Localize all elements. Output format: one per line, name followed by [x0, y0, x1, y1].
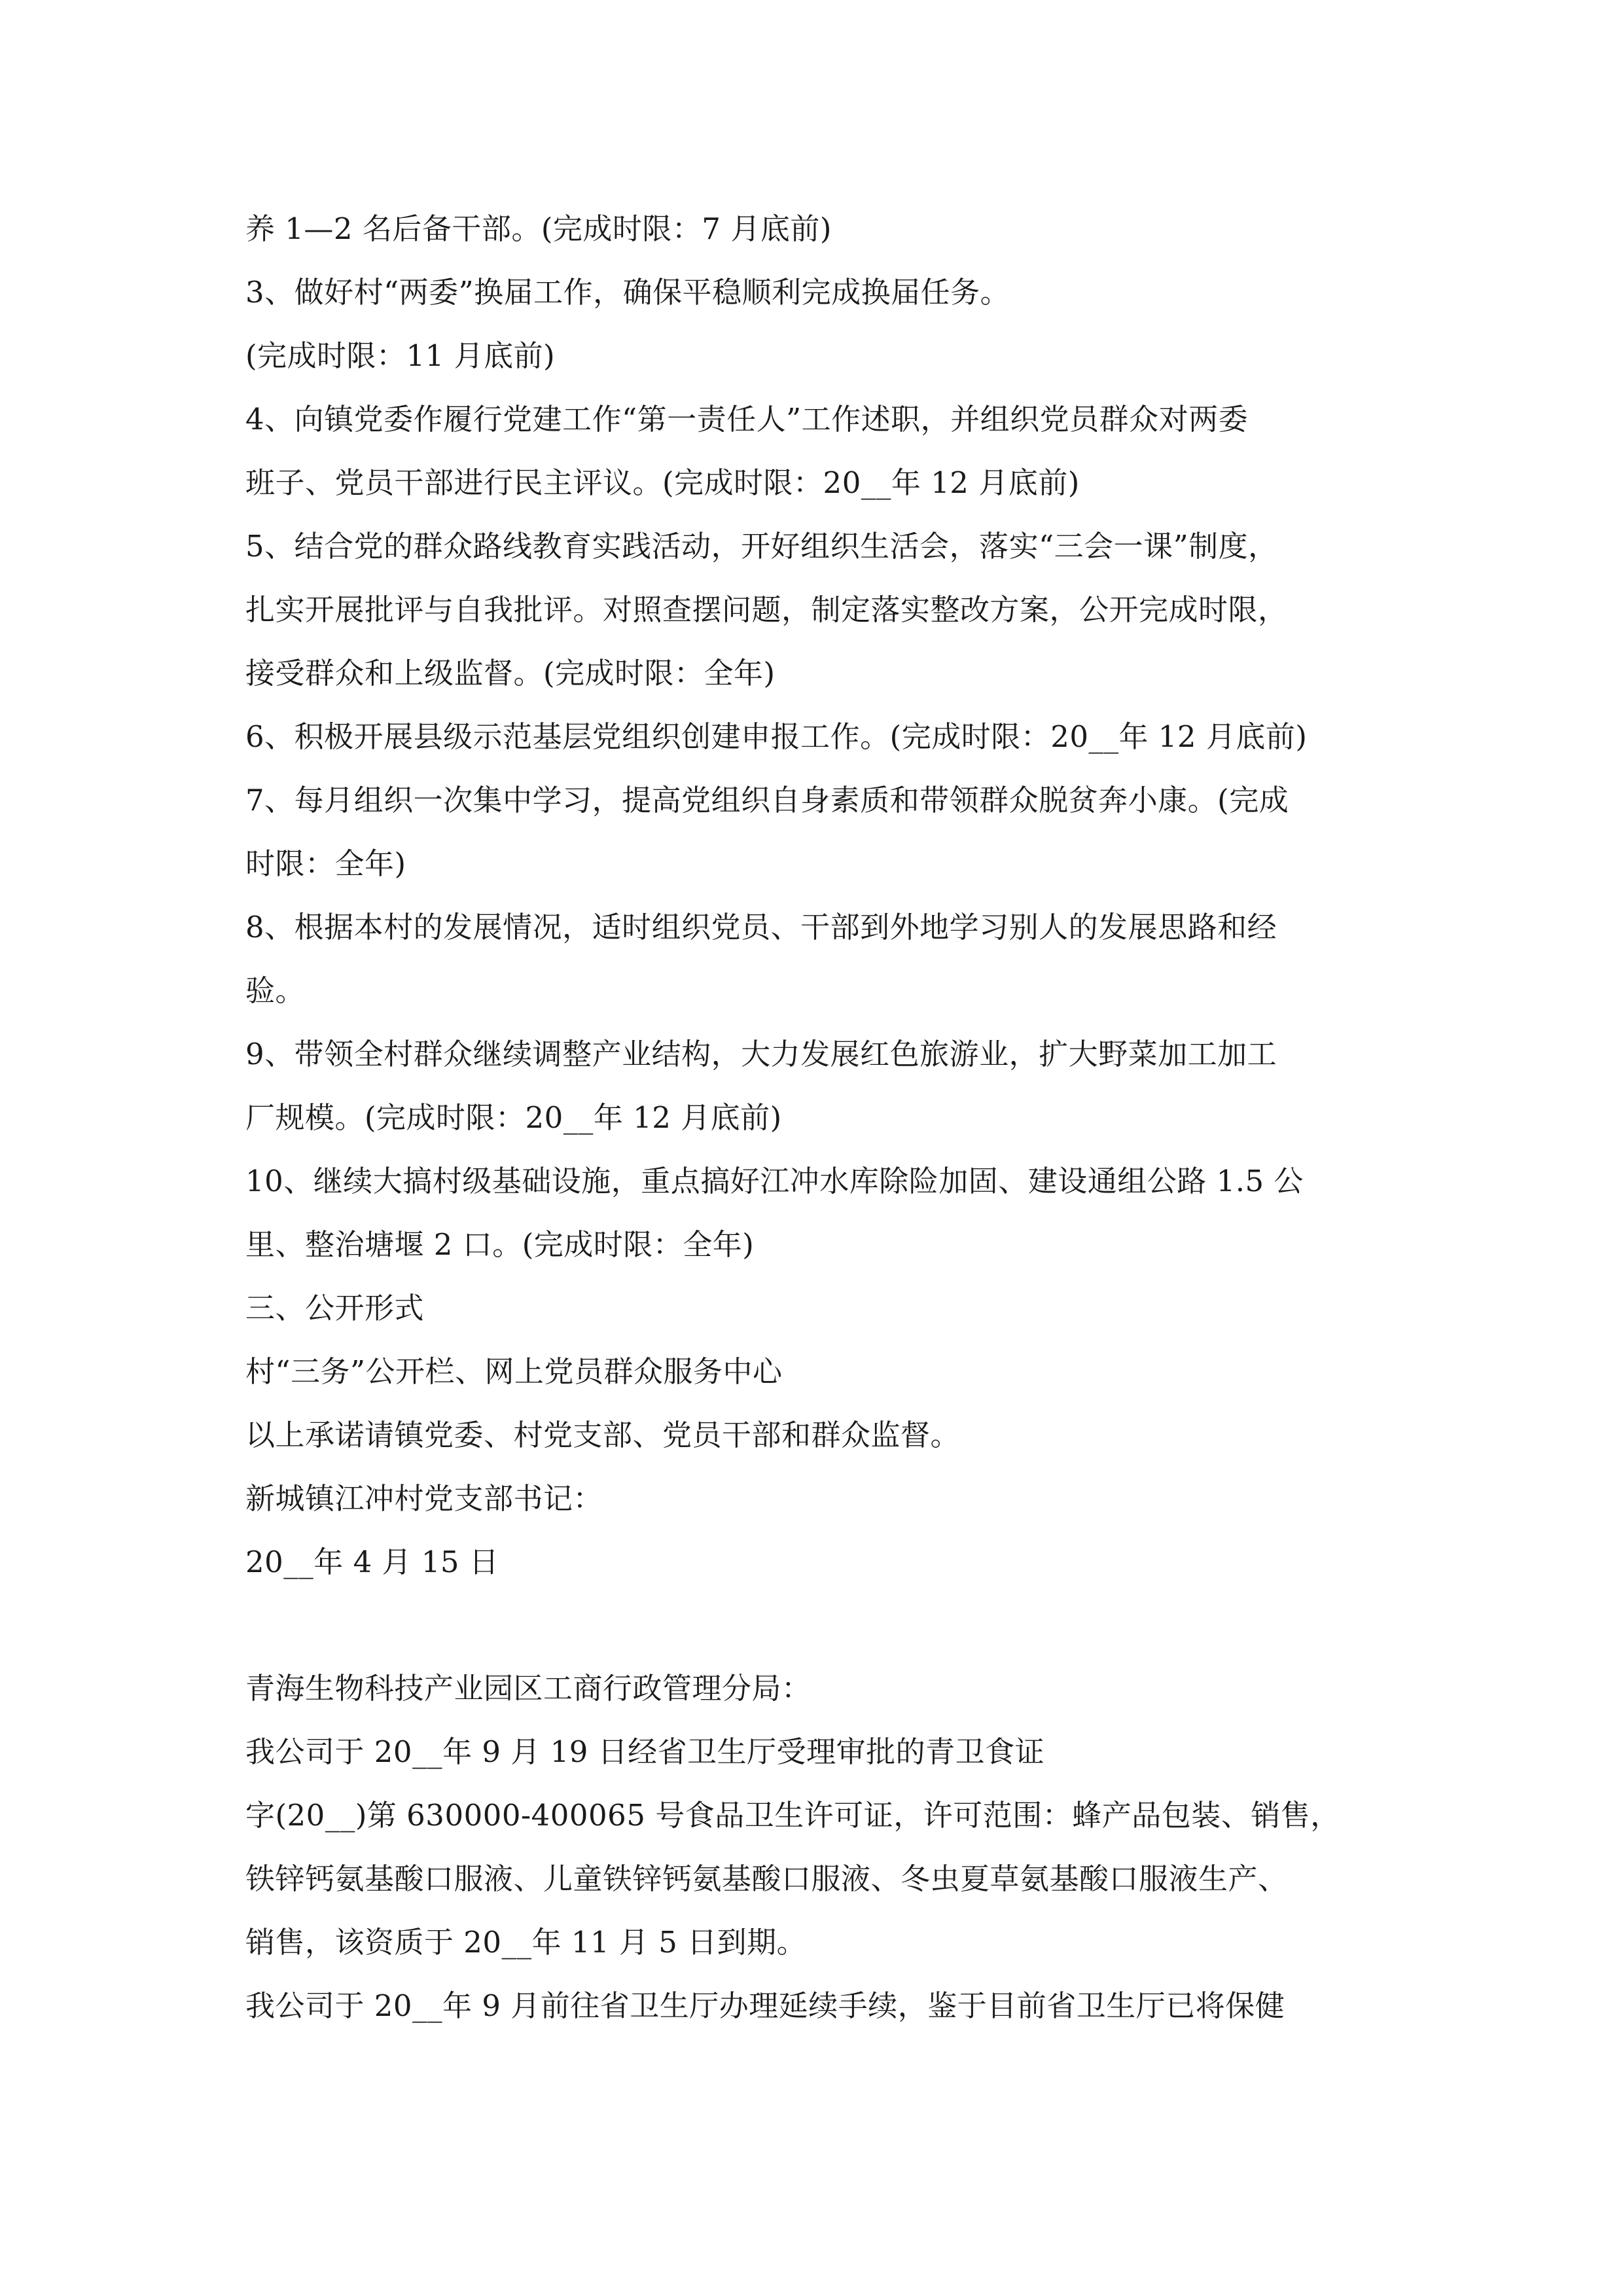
text-line: 接受群众和上级监督。(完成时限：全年) — [245, 656, 776, 691]
text-line: 扎实开展批评与自我批评。对照查摆问题，制定落实整改方案，公开完成时限， — [245, 592, 1288, 627]
text-line: 厂规模。(完成时限：20__年 12 月底前) — [245, 1100, 782, 1135]
text-line: 10、继续大搞村级基础设施，重点搞好江冲水库除险加固、建设通组公路 1.5 公 — [245, 1164, 1304, 1198]
text-line: 以上承诺请镇党委、村党支部、党员干部和群众监督。 — [245, 1418, 961, 1452]
text-line: 6、积极开展县级示范基层党组织创建申报工作。(完成时限：20__年 12 月底前) — [245, 719, 1308, 754]
text-line: 我公司于 20__年 9 月 19 日经省卫生厅受理审批的青卫食证 — [245, 1734, 1045, 1769]
text-line: 8、根据本村的发展情况，适时组织党员、干部到外地学习别人的发展思路和经 — [245, 910, 1277, 944]
date-line: 20__年 4 月 15 日 — [245, 1545, 499, 1579]
text-line: 我公司于 20__年 9 月前往省卫生厅办理延续手续，鉴于目前省卫生厅已将保健 — [245, 1988, 1285, 2023]
text-line: 7、每月组织一次集中学习，提高党组织自身素质和带领群众脱贫奔小康。(完成 — [245, 783, 1289, 817]
text-line: 5、结合党的群众路线教育实践活动，开好组织生活会，落实“三会一课”制度， — [245, 529, 1278, 564]
section-heading: 三、公开形式 — [245, 1291, 425, 1325]
text-line: 销售，该资质于 20__年 11 月 5 日到期。 — [245, 1925, 807, 1960]
text-line: 9、带领全村群众继续调整产业结构，大力发展红色旅游业，扩大野菜加工加工 — [245, 1037, 1277, 1071]
text-line: 铁锌钙氨基酸口服液、儿童铁锌钙氨基酸口服液、冬虫夏草氨基酸口服液生产、 — [245, 1861, 1288, 1896]
text-line: 班子、党员干部进行民主评议。(完成时限：20__年 12 月底前) — [245, 465, 1080, 500]
text-line: 字(20__)第 630000-400065 号食品卫生许可证，许可范围：蜂产品包装、销售， — [245, 1798, 1340, 1833]
text-line: 村“三务”公开栏、网上党员群众服务中心 — [245, 1354, 783, 1389]
text-line: 养 1—2 名后备干部。(完成时限：7 月底前) — [245, 211, 832, 246]
text-line: (完成时限：11 月底前) — [245, 338, 556, 373]
text-line: 时限：全年) — [245, 846, 406, 881]
text-line: 里、整治塘堰 2 口。(完成时限：全年) — [245, 1227, 755, 1262]
text-line: 4、向镇党委作履行党建工作“第一责任人”工作述职，并组织党员群众对两委 — [245, 402, 1249, 437]
signature-line: 新城镇江冲村党支部书记： — [245, 1481, 603, 1516]
text-line: 3、做好村“两委”换届工作，确保平稳顺利完成换届任务。 — [245, 275, 1010, 310]
addressee-line: 青海生物科技产业园区工商行政管理分局： — [245, 1671, 812, 1706]
text-line: 验。 — [245, 973, 306, 1008]
